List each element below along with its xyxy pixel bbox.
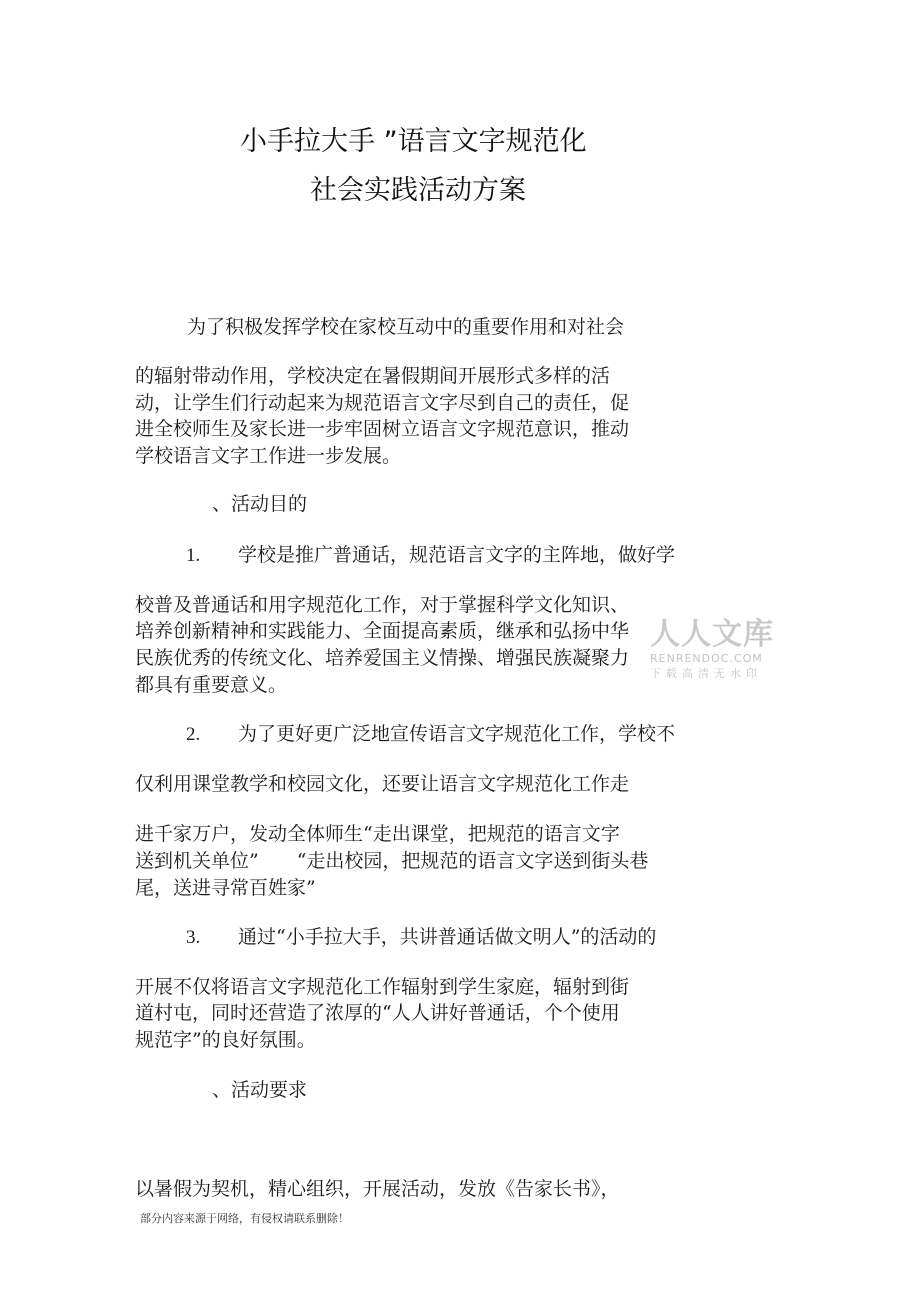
item-line: 送到机关单位” “走出校园，把规范的语言文字送到街头巷 [135,850,649,872]
watermark-logo: 人人文库 [650,617,774,652]
item-line: 培养创新精神和实践能力、全面提高素质，继承和弘扬中华 [135,620,630,642]
item-first-line: 通过“小手拉大手，共讲普通话做文明人”的活动的 [238,926,657,948]
intro-line: 进全校师生及家长进一步牢固树立语言文字规范意识，推动 [135,418,630,440]
section-heading-goals: 、活动目的 [212,493,308,515]
footer-disclaimer: 部分内容来源于网络，有侵权请联系删除！ [140,1212,349,1225]
intro-line: 为了积极发挥学校在家校互动中的重要作用和对社会 [187,316,625,338]
item-line: 进千家万户，发动全体师生“走出课堂，把规范的语言文字 [135,823,620,845]
item-number: 3. [186,927,201,948]
item-line: 都具有重要意义。 [135,674,288,696]
requirements-line: 以暑假为契机，精心组织，开展活动，发放《告家长书》， [135,1178,620,1200]
watermark-tagline: 下载高清无水印 [650,667,762,680]
item-number: 1. [186,545,201,566]
intro-line: 的辐射带动作用，学校决定在暑假期间开展形式多样的活 [135,365,611,387]
item-line: 校普及普通话和用字规范化工作，对于掌握科学文化知识、 [135,594,630,616]
document-title-line-1: 小手拉大手 ”语言文字规范化 [240,126,587,157]
section-heading-requirements: 、活动要求 [212,1079,308,1101]
document-title-line-2: 社会实践活动方案 [310,175,526,206]
item-line: 规范字”的良好氛围。 [135,1029,316,1051]
item-first-line: 学校是推广普通话，规范语言文字的主阵地，做好学 [238,544,676,566]
item-line: 仅利用课堂教学和校园文化，还要让语言文字规范化工作走 [135,773,630,795]
intro-line: 动，让学生们行动起来为规范语言文字尽到自己的责任，促 [135,392,630,414]
item-first-line: 为了更好更广泛地宣传语言文字规范化工作，学校不 [238,723,676,745]
intro-line: 学校语言文字工作进一步发展。 [135,445,402,467]
item-number: 2. [186,724,201,745]
item-line: 道村屯，同时还营造了浓厚的“人人讲好普通话，个个使用 [135,1002,620,1024]
item-line: 尾，送进寻常百姓家” [135,877,316,899]
item-line: 民族优秀的传统文化、培养爱国主义情操、增强民族凝聚力 [135,647,630,669]
watermark-url: RENRENDOC.COM [650,652,763,665]
item-line: 开展不仅将语言文字规范化工作辐射到学生家庭，辐射到街 [135,976,630,998]
